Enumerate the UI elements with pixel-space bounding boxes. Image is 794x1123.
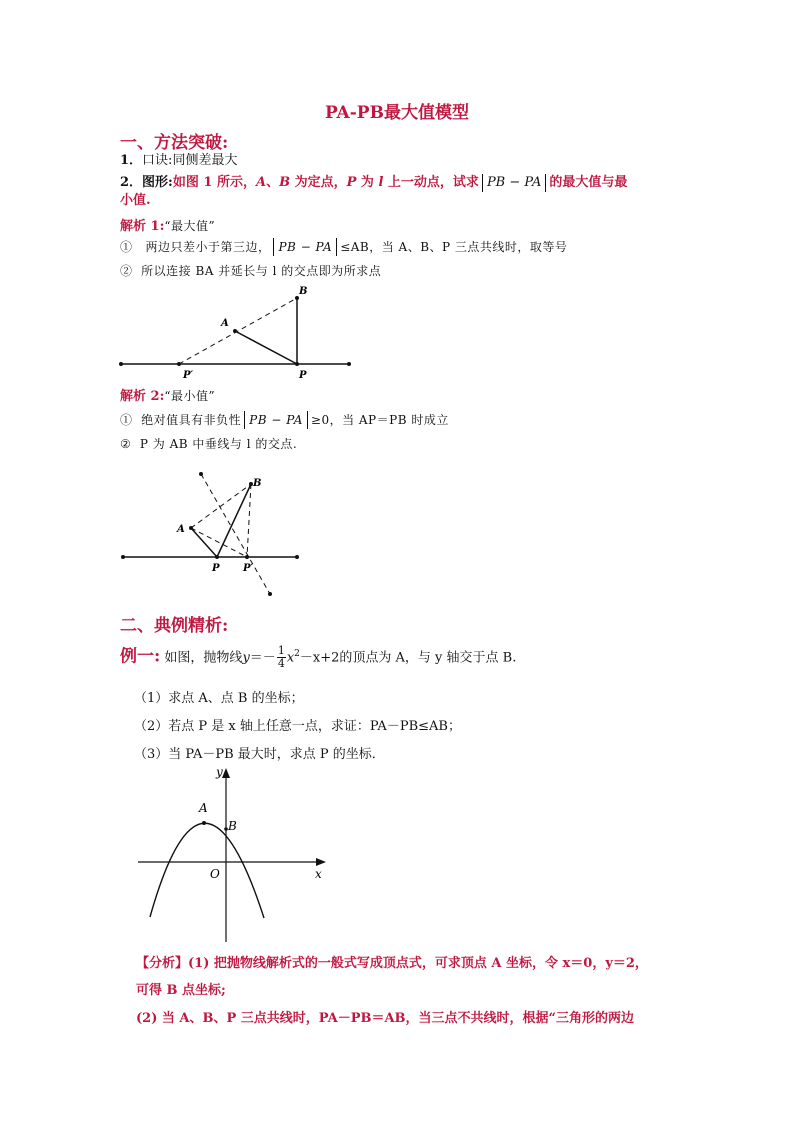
fraction-one-quarter: $\frac{1}{4}$: [277, 644, 285, 671]
section-heading-methods: 一、方法突破:: [120, 133, 229, 153]
analysis-1-point-1: ① 两边只差小于第三边， PB − PA ≤AB，当 A、B、P 三点共线时，取等号: [120, 240, 568, 254]
label-A: A: [221, 318, 229, 329]
label-B: B: [228, 819, 237, 833]
page-title: PA-PB最大值模型: [325, 103, 469, 123]
y-axis-arrow: [222, 768, 230, 778]
method-item-2: 2．图形:如图 1 所示，A、B 为定点，P 为 l 上一动点，试求 PB − PA 的最大值与最 小值.: [120, 175, 628, 208]
point-A: [233, 329, 237, 333]
analysis-2-heading: 解析 2:“最小值”: [120, 389, 216, 404]
label-x: x: [315, 867, 322, 881]
bisector-end: [199, 472, 203, 476]
label-P: P: [299, 370, 307, 381]
label-A: A: [199, 801, 208, 815]
label-y: y: [216, 765, 223, 779]
segment-AP: [235, 331, 297, 364]
point-A: [202, 821, 206, 825]
segment-BP-prime: [247, 484, 251, 557]
analysis-1-heading: 解析 1:“最大值”: [120, 219, 216, 234]
label-O: O: [210, 867, 220, 881]
analysis-line-1: 【分析】(1) 把抛物线解析式的一般式写成顶点式，可求顶点 A 坐标，令 x＝0，y＝2，: [136, 956, 648, 971]
label-B: B: [253, 478, 262, 489]
question-2: （2）若点 P 是 x 轴上任意一点，求证：PA－PB≤AB；: [134, 719, 461, 734]
label-P-prime: P′: [243, 563, 254, 574]
abs-expression: PB − PA: [482, 174, 546, 192]
x-axis-arrow: [316, 858, 326, 866]
segment-AP: [191, 528, 217, 557]
segment-BP: [217, 484, 251, 557]
section-heading-examples: 二、典例精析:: [120, 616, 229, 636]
point-P: [295, 362, 299, 366]
analysis-2-point-1: ① 绝对值具有非负性 PB − PA ≥0，当 AP＝PB 时成立: [120, 413, 449, 427]
figure-1-max-diagram: [115, 282, 360, 382]
point-P-prime: [245, 555, 249, 559]
analysis-2-point-2: ② P 为 AB 中垂线与 l 的交点.: [120, 437, 298, 451]
figure-3-parabola: [130, 762, 335, 944]
analysis-line-3: (2) 当 A、B、P 三点共线时，PA－PB＝AB，当三点不共线时，根据“三角形的两边: [136, 1011, 635, 1026]
question-3: （3）当 PA－PB 最大时，求点 P 的坐标．: [134, 747, 385, 762]
item-number: 1．: [120, 153, 143, 168]
figure-2-min-diagram: [115, 466, 310, 596]
endpoint: [121, 555, 125, 559]
item-label: 口诀:: [142, 153, 173, 168]
point-P: [215, 555, 219, 559]
analysis-1-point-2: ② 所以连接 BA 并延长与 l 的交点即为所求点: [120, 264, 382, 278]
question-1: （1）求点 A、点 B 的坐标；: [134, 691, 304, 706]
example-label: 例一:: [120, 646, 161, 667]
endpoint: [295, 555, 299, 559]
label-B: B: [299, 286, 308, 297]
method-item-1: [120, 152, 237, 170]
analysis-line-2: 可得 B 点坐标;: [136, 983, 226, 998]
perpendicular-bisector: [201, 474, 270, 594]
parabola-curve: [150, 823, 264, 918]
endpoint: [347, 362, 351, 366]
label-P-prime: P′: [183, 370, 194, 381]
point-P-prime: [177, 362, 181, 366]
label-P: P: [212, 563, 220, 574]
item-text: 同侧差最大: [172, 153, 238, 168]
example-1-statement: 例一: 如图，抛物线y＝－ $\frac{1}{4}$ $x^2-x+2$的顶点为 A，与 y 轴交于点 B.: [120, 644, 517, 671]
bisector-end: [268, 592, 272, 596]
endpoint: [119, 362, 123, 366]
label-A: A: [177, 524, 185, 535]
point-A: [189, 526, 193, 530]
segment-AB-dashed: [191, 484, 251, 528]
